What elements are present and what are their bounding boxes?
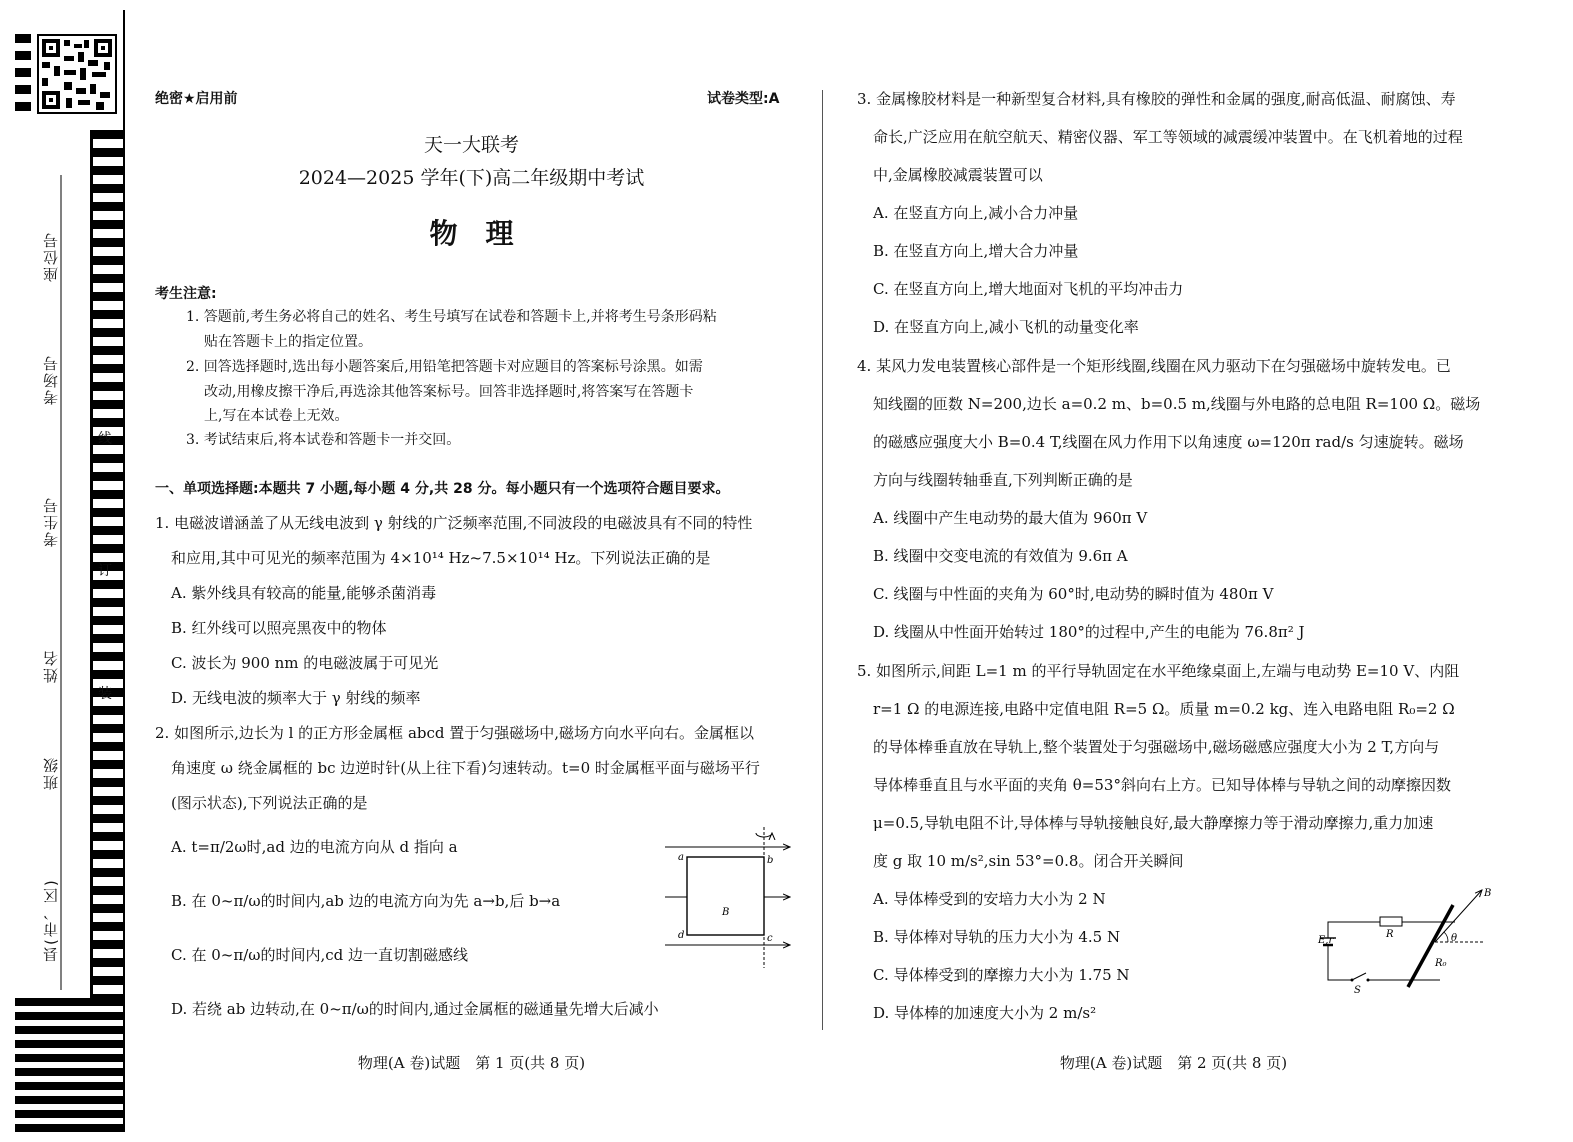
q3-stem-line3: 中,金属橡胶减震装置可以 — [873, 166, 1043, 184]
rail-bottom-left — [1328, 952, 1352, 980]
barcode-stripe — [92, 184, 124, 193]
q5-option-c: C. 导体棒受到的摩擦力大小为 1.75 N — [873, 966, 1130, 984]
barcode-stripe — [92, 598, 124, 607]
q5-stem-line2: r=1 Ω 的电源连接,电路中定值电阻 R=5 Ω。质量 m=0.2 kg、连入电路电阻 R₀=2 Ω — [873, 700, 1455, 718]
q1-option-a: A. 紫外线具有较高的能量,能够杀菌消毒 — [171, 584, 437, 602]
notice-item-2b: 改动,用橡皮擦干净后,再选涂其他答案标号。回答非选择题时,将答案写在答题卡 — [204, 384, 694, 400]
barcode-stripe — [92, 526, 124, 535]
barcode-stripe — [15, 998, 125, 1006]
field-room-number: 考场号 — [42, 354, 60, 405]
q5-stem-line3: 的导体棒垂直放在导轨上,整个装置处于匀强磁场中,磁场磁感应强度大小为 2 T,方向与 — [873, 738, 1440, 756]
barcode-stripe — [92, 544, 124, 553]
fig-label-s: S — [1354, 985, 1361, 995]
q3-stem-line2: 命长,广泛应用在航空航天、精密仪器、军工等领域的减震缓冲装置中。在飞机着地的过程 — [873, 128, 1463, 146]
fig-label-r0: R₀ — [1435, 958, 1447, 969]
barcode-stripe — [92, 508, 124, 517]
barcode-stripe — [92, 670, 124, 679]
barcode-stripe — [15, 1082, 125, 1090]
notice-item-2a: 2. 回答选择题时,选出每小题答案后,用铅笔把答题卡对应题目的答案标号涂黑。如需 — [186, 359, 703, 375]
q3-option-a: A. 在竖直方向上,减小合力冲量 — [873, 204, 1079, 222]
field-class: 班级 — [42, 756, 60, 790]
barcode-stripe — [15, 1012, 125, 1020]
paper-type: 试卷类型:A — [707, 91, 780, 107]
q4-option-a: A. 线圈中产生电动势的最大值为 960π V — [873, 509, 1148, 527]
barcode-stripe — [92, 274, 124, 283]
notice-item-1a: 1. 答题前,考生务必将自己的姓名、考生号填写在试卷和答题卡上,并将考生号条形码粘 — [186, 309, 717, 325]
field-candidate-number: 考生号 — [42, 496, 60, 547]
barcode-stripe — [92, 472, 124, 481]
barcode-stripe — [92, 310, 124, 319]
subject-title: 物 理 — [429, 217, 514, 250]
field-name: 姓名 — [42, 649, 60, 683]
q3-stem-line1: 3. 金属橡胶材料是一种新型复合材料,具有橡胶的弹性和金属的强度,耐高低温、耐腐蚀、寿 — [857, 90, 1456, 108]
barcode-stripe — [15, 1124, 125, 1132]
section-title: 一、单项选择题:本题共 7 小题,每小题 4 分,共 28 分。每小题只有一个选项符合题目要求。 — [155, 481, 730, 497]
barcode-stripe — [92, 292, 124, 301]
q1-option-b: B. 红外线可以照亮黑夜中的物体 — [171, 619, 387, 637]
fig-label-a: a — [678, 852, 684, 863]
fig-label-field: B — [722, 907, 730, 918]
notice-item-3: 3. 考试结束后,将本试卷和答题卡一并交回。 — [186, 432, 461, 448]
fig-label-c: c — [767, 933, 773, 944]
page-divider — [822, 90, 823, 1030]
barcode-stripe — [92, 400, 124, 409]
notice-item-1b: 贴在答题卡上的指定位置。 — [204, 334, 372, 350]
exam-org: 天一大联考 — [423, 134, 519, 156]
barcode-stripe — [92, 328, 124, 337]
fig-label-er: E,r — [1318, 935, 1334, 946]
barcode-stripe — [92, 724, 124, 733]
barcode-stripe — [92, 166, 124, 175]
conductor-rod — [1408, 905, 1453, 987]
barcode-stripe — [15, 1110, 125, 1118]
barcode-stripe — [92, 148, 124, 157]
barcode-stripe — [92, 454, 124, 463]
resistor-R — [1380, 917, 1402, 926]
barcode-stripe — [92, 742, 124, 751]
barcode-stripe — [15, 1026, 125, 1034]
barcode-stripe — [92, 904, 124, 913]
barcode-stripe — [92, 868, 124, 877]
barcode-stripe — [15, 1096, 125, 1104]
barcode-stripe — [92, 346, 124, 355]
barcode-stripe — [92, 382, 124, 391]
barcode-stripe — [92, 220, 124, 229]
barcode-stripe — [92, 652, 124, 661]
footer-page-2: 物理(A 卷)试题 第 2 页(共 8 页) — [1059, 1054, 1288, 1072]
q5-option-d: D. 导体棒的加速度大小为 2 m/s² — [873, 1004, 1097, 1022]
q4-option-b: B. 线圈中交变电流的有效值为 9.6π A — [873, 547, 1128, 565]
barcode-stripe — [92, 256, 124, 265]
q5-stem-line6: 度 g 取 10 m/s²,sin 53°=0.8。闭合开关瞬间 — [873, 852, 1184, 870]
q2-option-b: B. 在 0~π/ω的时间内,ab 边的电流方向为先 a→b,后 b→a — [171, 892, 561, 910]
q2-option-c: C. 在 0~π/ω的时间内,cd 边一直切割磁感线 — [171, 946, 469, 964]
q2-stem-line2: 角速度 ω 绕金属框的 bc 边逆时针(从上往下看)匀速转动。t=0 时金属框平面与磁场平行 — [171, 759, 760, 777]
field-seat-number: 座位号 — [42, 231, 60, 282]
notice-title: 考生注意: — [155, 286, 217, 302]
barcode-stripe — [92, 706, 124, 715]
q5-option-b: B. 导体棒对导轨的压力大小为 4.5 N — [873, 928, 1121, 946]
cut-mark-bind: 订 — [98, 563, 112, 579]
q5-figure — [1310, 880, 1500, 995]
q2-figure — [660, 825, 800, 970]
fig-label-d: d — [678, 930, 685, 941]
barcode-stripe — [92, 418, 124, 427]
q4-stem-line2: 知线圈的匝数 N=200,边长 a=0.2 m、b=0.5 m,线圈与外电路的总电阻 R=100 Ω。磁场 — [873, 395, 1481, 413]
barcode-stripe — [15, 1068, 125, 1076]
metal-frame — [687, 857, 764, 935]
q2-option-d: D. 若绕 ab 边转动,在 0~π/ω的时间内,通过金属框的磁通量先增大后减小 — [171, 1000, 659, 1018]
barcode-stripe — [15, 1054, 125, 1062]
fig-label-b: B — [1484, 888, 1492, 899]
barcode-stripe — [92, 958, 124, 967]
field-B-arrow — [1435, 890, 1482, 942]
barcode-stripe — [92, 850, 124, 859]
angle-arc — [1444, 932, 1448, 942]
binding-strip — [0, 0, 135, 1138]
q3-option-d: D. 在竖直方向上,减小飞机的动量变化率 — [873, 318, 1139, 336]
barcode-stripe — [92, 634, 124, 643]
fig-label-b: b — [767, 855, 774, 866]
fig-label-r: R — [1386, 929, 1394, 940]
q2-option-a: A. t=π/2ω时,ad 边的电流方向从 d 指向 a — [171, 838, 458, 856]
barcode-stripe — [92, 580, 124, 589]
q3-option-b: B. 在竖直方向上,增大合力冲量 — [873, 242, 1079, 260]
barcode-stripe — [92, 886, 124, 895]
barcode-stripe — [92, 364, 124, 373]
q4-option-c: C. 线圈与中性面的夹角为 60°时,电动势的瞬时值为 480π V — [873, 585, 1274, 603]
binding-strip-graphics — [0, 0, 135, 1138]
q4-stem-line3: 的磁感应强度大小 B=0.4 T,线圈在风力作用下以角速度 ω=120π rad/s 匀速旋转。磁场 — [873, 433, 1464, 451]
cut-mark-staple: 装 — [98, 686, 112, 702]
rail-top-left — [1328, 922, 1380, 932]
q3-option-c: C. 在竖直方向上,增大地面对飞机的平均冲击力 — [873, 280, 1184, 298]
barcode-stripe — [92, 922, 124, 931]
q5-stem-line5: μ=0.5,导轨电阻不计,导体棒与导轨接触良好,最大静摩擦力等于滑动摩擦力,重力加速 — [873, 814, 1434, 832]
q5-stem-line4: 导体棒垂直且与水平面的夹角 θ=53°斜向右上方。已知导体棒与导轨之间的动摩擦因数 — [873, 776, 1451, 794]
q1-option-c: C. 波长为 900 nm 的电磁波属于可见光 — [171, 654, 439, 672]
barcode-stripe — [92, 778, 124, 787]
barcode-stripe — [92, 130, 124, 139]
barcode-stripe — [92, 760, 124, 769]
barcode-edge — [90, 130, 93, 1000]
barcode-stripe — [92, 832, 124, 841]
q1-stem-line2: 和应用,其中可见光的频率范围为 4×10¹⁴ Hz~7.5×10¹⁴ Hz。下列说法正确的是 — [171, 549, 711, 567]
q4-option-d: D. 线圈从中性面开始转过 180°的过程中,产生的电能为 76.8π² J — [873, 623, 1305, 641]
barcode-stripe — [92, 238, 124, 247]
barcode-stripe — [92, 202, 124, 211]
field-county: 县(市、区) — [42, 878, 60, 962]
barcode-stripe — [92, 616, 124, 625]
barcode-stripe — [92, 490, 124, 499]
barcode-stripe — [15, 1040, 125, 1048]
q1-stem-line1: 1. 电磁波谱涵盖了从无线电波到 γ 射线的广泛频率范围,不同波段的电磁波具有不同的特性 — [155, 514, 753, 532]
barcode-stripe — [92, 940, 124, 949]
q5-option-a: A. 导体棒受到的安培力大小为 2 N — [873, 890, 1106, 908]
exam-title: 2024—2025 学年(下)高二年级期中考试 — [298, 167, 645, 189]
qr-code-icon — [38, 35, 116, 113]
q4-stem-line4: 方向与线圈转轴垂直,下列判断正确的是 — [873, 471, 1133, 489]
q5-stem-line1: 5. 如图所示,间距 L=1 m 的平行导轨固定在水平绝缘桌面上,左端与电动势 E=10 V、内阻 — [857, 662, 1460, 680]
barcode-stripe — [92, 814, 124, 823]
switch-S — [1352, 973, 1366, 980]
barcode-stripe — [92, 796, 124, 805]
q1-option-d: D. 无线电波的频率大于 γ 射线的频率 — [171, 689, 421, 707]
q4-stem-line1: 4. 某风力发电装置核心部件是一个矩形线圈,线圈在风力驱动下在匀强磁场中旋转发电。已 — [857, 357, 1451, 375]
notice-item-2c: 上,写在本试卷上无效。 — [204, 408, 349, 424]
fig-label-theta: θ — [1451, 933, 1458, 944]
cut-mark-line: 线 — [98, 431, 112, 447]
q2-stem-line1: 2. 如图所示,边长为 l 的正方形金属框 abcd 置于匀强磁场中,磁场方向水平向右。金属框以 — [155, 724, 755, 742]
footer-page-1: 物理(A 卷)试题 第 1 页(共 8 页) — [357, 1054, 586, 1072]
barcode-stripe — [92, 976, 124, 985]
q2-stem-line3: (图示状态),下列说法正确的是 — [171, 794, 368, 812]
secret-label: 绝密★启用前 — [155, 91, 238, 107]
